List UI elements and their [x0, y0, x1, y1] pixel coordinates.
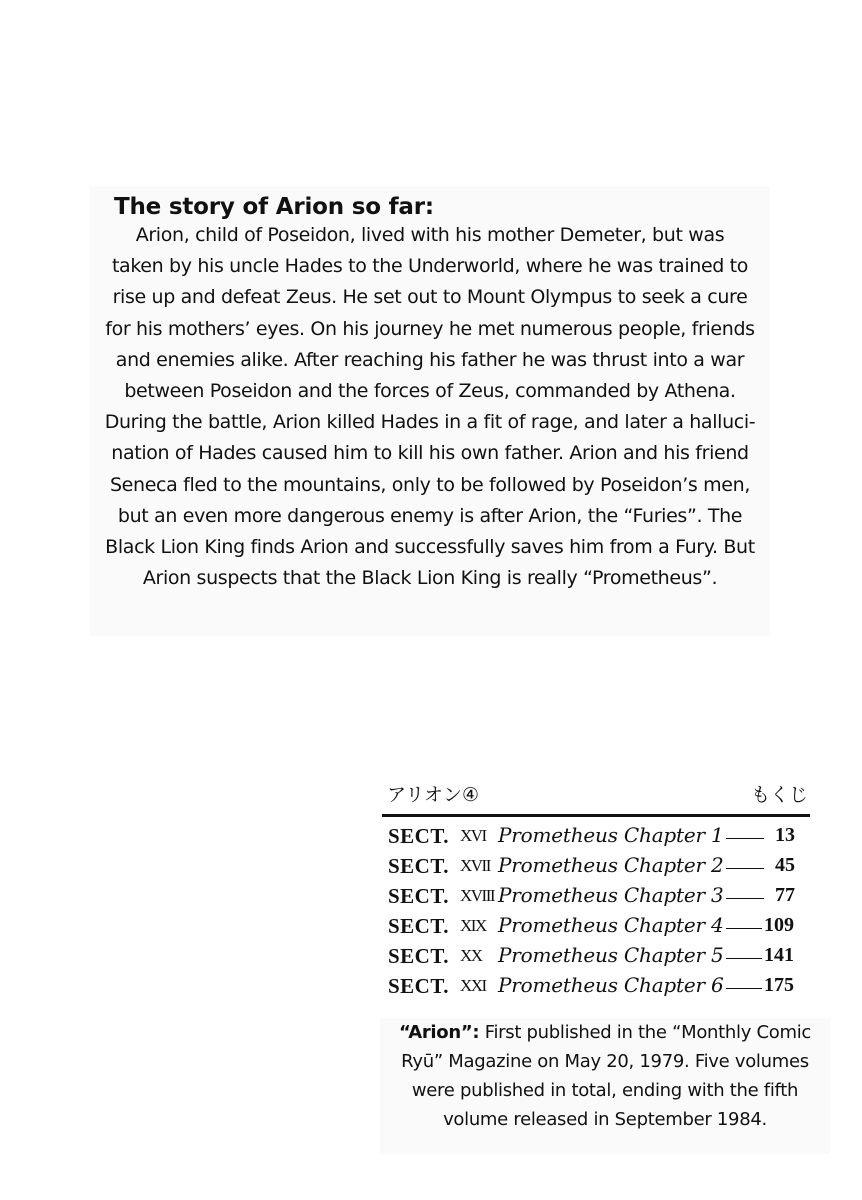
publication-line: Ryū” Magazine on May 20, 1979. Five volumes [401, 1051, 809, 1072]
summary-line: nation of Hades caused him to kill his own father. Arion and his friend [111, 442, 749, 465]
publication-line: were published in total, ending with the fifth [411, 1080, 799, 1101]
toc-sect-number: XVI [460, 826, 486, 845]
summary-line: Arion, child of Poseidon, lived with his mother Demeter, but was [135, 224, 725, 246]
toc-sect-label: SECT. [388, 944, 450, 968]
summary-title: The story of Arion so far: [114, 194, 434, 220]
toc-leader-line [726, 838, 764, 839]
summary-line: Black Lion King finds Arion and successfully saves him from a Fury. But [105, 535, 755, 558]
toc-divider [382, 814, 810, 817]
toc-sect-number: XX [460, 946, 482, 965]
toc-list [382, 822, 812, 1002]
toc-entry [382, 822, 812, 852]
toc-chapter-title: Prometheus Chapter 1 [498, 823, 724, 847]
toc-page-number: 109 [764, 914, 794, 936]
toc-page-number: 13 [775, 824, 795, 846]
toc-entry [382, 852, 812, 882]
toc-leader-line [726, 928, 762, 929]
toc-chapter-title: Prometheus Chapter 5 [498, 943, 724, 967]
toc-entry [382, 942, 812, 972]
summary-line: but an even more dangerous enemy is after Arion, the “Furies”. The [117, 504, 743, 527]
toc-leader-line [726, 958, 762, 959]
summary-body [90, 220, 770, 594]
toc-sect-number: XVIII [460, 886, 495, 905]
toc-chapter-title: Prometheus Chapter 3 [498, 883, 724, 907]
toc-sect-label: SECT. [388, 884, 450, 908]
table-of-contents [382, 776, 812, 998]
toc-entry [382, 972, 812, 1002]
toc-entry [382, 882, 812, 912]
toc-page-number: 141 [764, 944, 794, 966]
toc-entry [382, 912, 812, 942]
toc-page-number: 77 [775, 884, 795, 906]
summary-line: Arion suspects that the Black Lion King is really “Prometheus”. [142, 567, 718, 590]
toc-contents-label: もくじ [750, 784, 808, 806]
toc-sect-number: XXI [460, 976, 486, 995]
toc-series-title: アリオン④ [387, 784, 480, 806]
toc-chapter-title: Prometheus Chapter 2 [498, 853, 724, 877]
summary-line: for his mothers’ eyes. On his journey he met numerous people, friends [105, 317, 755, 340]
publication-text: First published in the “Monthly Comic [484, 1022, 811, 1043]
toc-sect-label: SECT. [388, 974, 450, 998]
summary-line: Seneca fled to the mountains, only to be followed by Poseidon’s men, [109, 473, 751, 496]
publication-note [380, 1018, 830, 1154]
toc-leader-line [726, 988, 762, 989]
story-summary [90, 186, 770, 636]
publication-line: volume released in September 1984. [443, 1109, 767, 1130]
summary-line: and enemies alike. After reaching his father he was thrust into a war [115, 348, 745, 371]
toc-header [382, 776, 812, 812]
summary-line: During the battle, Arion killed Hades in a fit of rage, and later a halluci- [104, 411, 756, 434]
publication-label: “Arion”: [398, 1022, 480, 1043]
summary-line: between Poseidon and the forces of Zeus, commanded by Athena. [124, 379, 736, 402]
toc-leader-line [726, 898, 764, 899]
toc-chapter-title: Prometheus Chapter 6 [498, 973, 724, 997]
summary-line: rise up and defeat Zeus. He set out to Mount Olympus to seek a cure [112, 286, 748, 309]
publication-line [380, 1018, 830, 1047]
toc-page-number: 175 [764, 974, 794, 996]
toc-leader-line [726, 868, 764, 869]
toc-sect-label: SECT. [388, 824, 450, 848]
toc-sect-label: SECT. [388, 854, 450, 878]
toc-chapter-title: Prometheus Chapter 4 [498, 913, 724, 937]
toc-page-number: 45 [775, 854, 795, 876]
toc-sect-number: XVII [460, 856, 490, 875]
toc-sect-number: XIX [460, 916, 486, 935]
toc-sect-label: SECT. [388, 914, 450, 938]
summary-line: taken by his uncle Hades to the Underworld, where he was trained to [111, 255, 749, 278]
